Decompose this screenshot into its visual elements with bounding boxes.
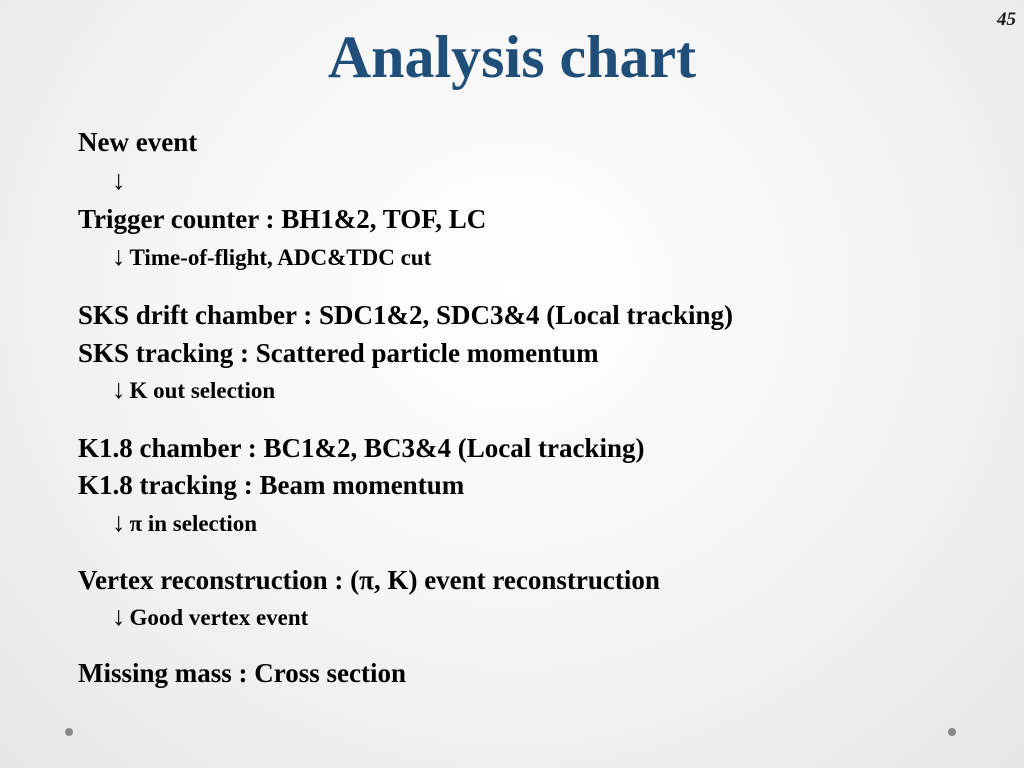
step-vertex-reconstruction: Vertex reconstruction : (π, K) event reconstruction: [78, 565, 660, 595]
down-arrow-icon: ↓: [112, 241, 126, 271]
cut-good-vertex-label: Good vertex event: [129, 605, 309, 630]
step-new-event: New event: [78, 127, 198, 157]
decorative-dot-left: [65, 728, 73, 736]
decorative-dot-right: [948, 728, 956, 736]
cut-pi-in-label: π in selection: [129, 511, 258, 536]
step-sks-drift-chamber: SKS drift chamber : SDC1&2, SDC3&4 (Local tracking): [78, 300, 733, 330]
step-sks-tracking: SKS tracking : Scattered particle momentum: [78, 338, 599, 368]
cut-good-vertex: [112, 601, 308, 633]
step-missing-mass: Missing mass : Cross section: [78, 658, 407, 688]
cut-pi-in: [112, 507, 257, 539]
down-arrow-icon: ↓: [112, 165, 126, 195]
step-trigger-counter: Trigger counter : BH1&2, TOF, LC: [78, 204, 487, 234]
slide-title: Analysis chart: [327, 24, 697, 90]
flow-arrow-1: [112, 165, 130, 197]
down-arrow-icon: ↓: [112, 507, 126, 537]
down-arrow-icon: ↓: [112, 374, 126, 404]
step-k18-tracking: K1.8 tracking : Beam momentum: [78, 470, 465, 500]
cut-k-out-label: K out selection: [129, 378, 276, 403]
page-number: 45: [997, 9, 1016, 30]
step-k18-chamber: K1.8 chamber : BC1&2, BC3&4 (Local tracking): [78, 433, 645, 463]
cut-trigger-label: Time-of-flight, ADC&TDC cut: [129, 245, 432, 270]
cut-k-out: [112, 374, 275, 406]
down-arrow-icon: ↓: [112, 601, 126, 631]
cut-trigger: [112, 241, 431, 273]
